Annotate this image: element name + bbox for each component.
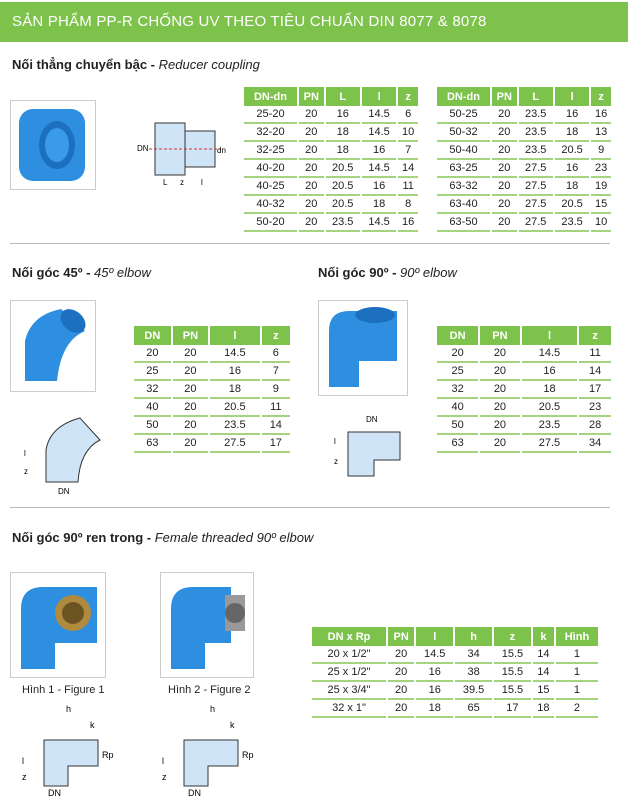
table-cell: 65 [455,700,492,718]
svg-text:DN: DN [48,788,61,798]
table-cell: 40 [134,399,171,417]
table-cell: 20 [299,142,324,160]
table-cell: 40-25 [244,178,297,196]
table-row [437,178,611,196]
table-cell: 14 [533,664,554,682]
table-row [312,646,598,664]
column-header: L [326,87,360,106]
table-cell: 2 [556,700,598,718]
table-header-row [437,326,611,345]
table-cell: 32 [437,381,478,399]
table-row [244,142,418,160]
table-row [437,160,611,178]
table-cell: 14.5 [362,124,396,142]
table-row [437,142,611,160]
table-cell: 40 [437,399,478,417]
column-header: z [262,326,290,345]
table-cell: 1 [556,682,598,700]
table-cell: 20 [492,124,517,142]
table-cell: 20.5 [210,399,260,417]
table-cell: 20 [173,363,208,381]
column-header: DN [437,326,478,345]
divider [10,507,610,508]
table-row [312,664,598,682]
section-title-elbow90: Nối góc 90º - 90º elbow [318,265,457,280]
table-cell: 16 [398,214,418,232]
table-cell: 25 x 1/2" [312,664,386,682]
column-header: h [455,627,492,646]
elbow45-diagram [20,410,115,498]
table-cell: 23 [579,399,611,417]
table-cell: 27.5 [210,435,260,453]
table-cell: 63-50 [437,214,490,232]
table-header-row [134,326,290,345]
table-cell: 20 [299,106,324,124]
table-cell: 20 [480,417,520,435]
svg-text:l: l [201,178,203,187]
table-cell: 23.5 [326,214,360,232]
table-cell: 18 [533,700,554,718]
column-header: l [522,326,578,345]
table-cell: 50-25 [437,106,490,124]
column-header: l [362,87,396,106]
table-row [437,399,611,417]
table-cell: 16 [591,106,611,124]
table-row [244,214,418,232]
table-cell: 20 [480,435,520,453]
column-header: PN [480,326,520,345]
column-header: l [416,627,453,646]
column-header: DN [134,326,171,345]
figure1-caption: Hình 1 - Figure 1 [22,684,105,696]
svg-text:Rp: Rp [102,750,114,760]
table-cell: 20.5 [326,196,360,214]
table-cell: 20 [173,381,208,399]
table-cell: 20.5 [326,178,360,196]
table-cell: 11 [262,399,290,417]
svg-text:L: L [163,178,168,187]
table-cell: 11 [398,178,418,196]
table-cell: 32-25 [244,142,297,160]
svg-text:l: l [24,449,26,458]
elbow45-table [132,326,292,453]
svg-text:DN: DN [366,415,378,424]
table-cell: 50 [134,417,171,435]
table-cell: 11 [579,345,611,363]
table-cell: 9 [591,142,611,160]
section-title-threaded: Nối góc 90º ren trong - Female threaded 90º elbow [12,530,314,545]
threaded-figure2-image [160,572,254,678]
table-row [244,196,418,214]
table-cell: 50-40 [437,142,490,160]
table-cell: 17 [262,435,290,453]
table-cell: 16 [555,160,589,178]
table-cell: 7 [262,363,290,381]
table-cell: 63 [437,435,478,453]
table-cell: 16 [362,142,396,160]
table-row [437,435,611,453]
table-cell: 16 [555,106,589,124]
svg-text:z: z [22,772,27,782]
table-cell: 32-20 [244,124,297,142]
table-row [437,381,611,399]
table-cell: 10 [398,124,418,142]
column-header: l [210,326,260,345]
threaded-figure1-image [10,572,106,678]
table-cell: 23.5 [522,417,578,435]
table-cell: 18 [416,700,453,718]
table-cell: 20 [480,381,520,399]
table-cell: 20 [480,399,520,417]
table-cell: 50 [437,417,478,435]
column-header: PN [299,87,324,106]
table-cell: 20 [299,196,324,214]
svg-text:k: k [230,720,235,730]
table-row [312,700,598,718]
table-cell: 16 [522,363,578,381]
table-cell: 18 [326,142,360,160]
table-cell: 18 [555,124,589,142]
table-cell: 50-32 [437,124,490,142]
table-cell: 20 [299,160,324,178]
table-cell: 20 [299,124,324,142]
table-cell: 23.5 [210,417,260,435]
table-cell: 20 [299,178,324,196]
table-cell: 20 [492,196,517,214]
table-row [134,363,290,381]
elbow90-product-image [318,300,408,396]
table-cell: 50-20 [244,214,297,232]
table-cell: 27.5 [522,435,578,453]
table-row [244,106,418,124]
table-row [244,178,418,196]
svg-text:l: l [22,756,24,766]
table-row [437,196,611,214]
column-header: DN x Rp [312,627,386,646]
table-cell: 14 [579,363,611,381]
table-cell: 20.5 [555,142,589,160]
table-cell: 27.5 [519,160,553,178]
column-header: L [519,87,553,106]
table-cell: 23.5 [519,124,553,142]
table-cell: 16 [416,682,453,700]
table-cell: 15 [591,196,611,214]
table-cell: 14.5 [362,160,396,178]
column-header: PN [173,326,208,345]
table-cell: 34 [579,435,611,453]
table-cell: 1 [556,646,598,664]
table-cell: 17 [494,700,531,718]
table-cell: 16 [210,363,260,381]
table-cell: 20 [388,682,414,700]
table-cell: 17 [579,381,611,399]
svg-text:dn: dn [217,146,226,155]
table-cell: 23.5 [519,106,553,124]
column-header: DN-dn [244,87,297,106]
column-header: k [533,627,554,646]
table-cell: 34 [455,646,492,664]
elbow90-table [435,326,613,453]
svg-text:DN: DN [188,788,201,798]
column-header: z [494,627,531,646]
table-cell: 20 [492,214,517,232]
table-cell: 20 [492,106,517,124]
table-row [437,214,611,232]
table-cell: 6 [398,106,418,124]
table-cell: 1 [556,664,598,682]
column-header: z [579,326,611,345]
svg-text:z: z [162,772,167,782]
table-row [244,160,418,178]
table-cell: 40-32 [244,196,297,214]
table-cell: 16 [362,178,396,196]
table-row [134,435,290,453]
table-cell: 14.5 [362,214,396,232]
svg-text:l: l [334,437,336,446]
table-row [437,345,611,363]
figure2-caption: Hình 2 - Figure 2 [168,684,251,696]
table-row [244,124,418,142]
table-cell: 27.5 [519,178,553,196]
column-header: z [591,87,611,106]
table-cell: 63-25 [437,160,490,178]
table-cell: 18 [362,196,396,214]
table-cell: 20 [492,160,517,178]
table-cell: 63-32 [437,178,490,196]
table-cell: 16 [416,664,453,682]
table-cell: 20 [173,399,208,417]
table-cell: 20 [134,345,171,363]
column-header: PN [492,87,517,106]
svg-text:Rp: Rp [242,750,254,760]
table-cell: 14.5 [416,646,453,664]
table-cell: 20 [173,345,208,363]
table-cell: 20 [492,142,517,160]
table-row [134,345,290,363]
table-cell: 25 [437,363,478,381]
elbow90-diagram [330,410,410,482]
table-row [312,682,598,700]
table-cell: 28 [579,417,611,435]
table-header-row [244,87,418,106]
svg-text:l: l [162,756,164,766]
table-cell: 20 x 1/2" [312,646,386,664]
svg-text:DN: DN [58,487,70,496]
threaded-figure1-diagram [18,700,118,800]
table-cell: 13 [591,124,611,142]
table-cell: 20 [437,345,478,363]
table-cell: 63 [134,435,171,453]
table-cell: 40-20 [244,160,297,178]
table-cell: 23 [591,160,611,178]
table-cell: 18 [522,381,578,399]
column-header: z [398,87,418,106]
table-cell: 14.5 [522,345,578,363]
section-title-reducer: Nối thẳng chuyển bậc - Reducer coupling [12,57,260,72]
table-cell: 23.5 [555,214,589,232]
table-cell: 32 [134,381,171,399]
table-cell: 18 [555,178,589,196]
reducer-diagram [135,115,230,190]
table-cell: 6 [262,345,290,363]
svg-text:k: k [90,720,95,730]
table-cell: 63-40 [437,196,490,214]
table-cell: 20.5 [326,160,360,178]
table-cell: 38 [455,664,492,682]
table-cell: 20 [173,435,208,453]
table-cell: 14 [262,417,290,435]
threaded-figure2-diagram [158,700,258,800]
table-cell: 20 [388,646,414,664]
table-cell: 18 [210,381,260,399]
table-cell: 9 [262,381,290,399]
section-title-elbow45: Nối góc 45º - 45º elbow [12,265,151,280]
table-cell: 14.5 [210,345,260,363]
table-cell: 15.5 [494,682,531,700]
table-cell: 19 [591,178,611,196]
table-row [437,124,611,142]
table-cell: 20 [492,178,517,196]
table-header-row [312,627,598,646]
table-row [134,381,290,399]
table-cell: 14.5 [362,106,396,124]
table-row [437,417,611,435]
table-cell: 39.5 [455,682,492,700]
table-row [437,106,611,124]
divider [10,243,610,244]
table-row [437,363,611,381]
table-cell: 27.5 [519,196,553,214]
table-cell: 16 [326,106,360,124]
svg-text:h: h [210,704,216,714]
table-row [134,399,290,417]
table-cell: 20.5 [555,196,589,214]
table-cell: 15.5 [494,664,531,682]
table-header-row [437,87,611,106]
table-cell: 25 x 3/4" [312,682,386,700]
table-cell: 25-20 [244,106,297,124]
table-cell: 25 [134,363,171,381]
table-cell: 20 [480,345,520,363]
svg-text:z: z [334,457,338,466]
table-cell: 20 [480,363,520,381]
table-cell: 7 [398,142,418,160]
svg-text:z: z [180,178,184,187]
table-cell: 20 [173,417,208,435]
table-cell: 20.5 [522,399,578,417]
reducer-table-2 [435,87,613,232]
table-cell: 18 [326,124,360,142]
reducer-product-image [10,100,96,190]
column-header: l [555,87,589,106]
reducer-table-1 [242,87,420,232]
table-cell: 23.5 [519,142,553,160]
svg-text:z: z [24,467,28,476]
table-cell: 20 [388,700,414,718]
table-cell: 14 [533,646,554,664]
column-header: Hình [556,627,598,646]
table-cell: 8 [398,196,418,214]
table-cell: 27.5 [519,214,553,232]
table-cell: 15.5 [494,646,531,664]
table-cell: 20 [388,664,414,682]
table-row [134,417,290,435]
table-cell: 32 x 1" [312,700,386,718]
table-cell: 20 [299,214,324,232]
threaded-table [310,627,600,718]
table-cell: 10 [591,214,611,232]
svg-text:DN: DN [137,144,149,153]
elbow45-product-image [10,300,96,392]
svg-text:h: h [66,704,72,714]
column-header: PN [388,627,414,646]
table-cell: 14 [398,160,418,178]
table-cell: 15 [533,682,554,700]
column-header: DN-dn [437,87,490,106]
page-header: SẢN PHẨM PP-R CHỐNG UV THEO TIÊU CHUẨN DIN 8077 & 8078 [0,2,628,42]
